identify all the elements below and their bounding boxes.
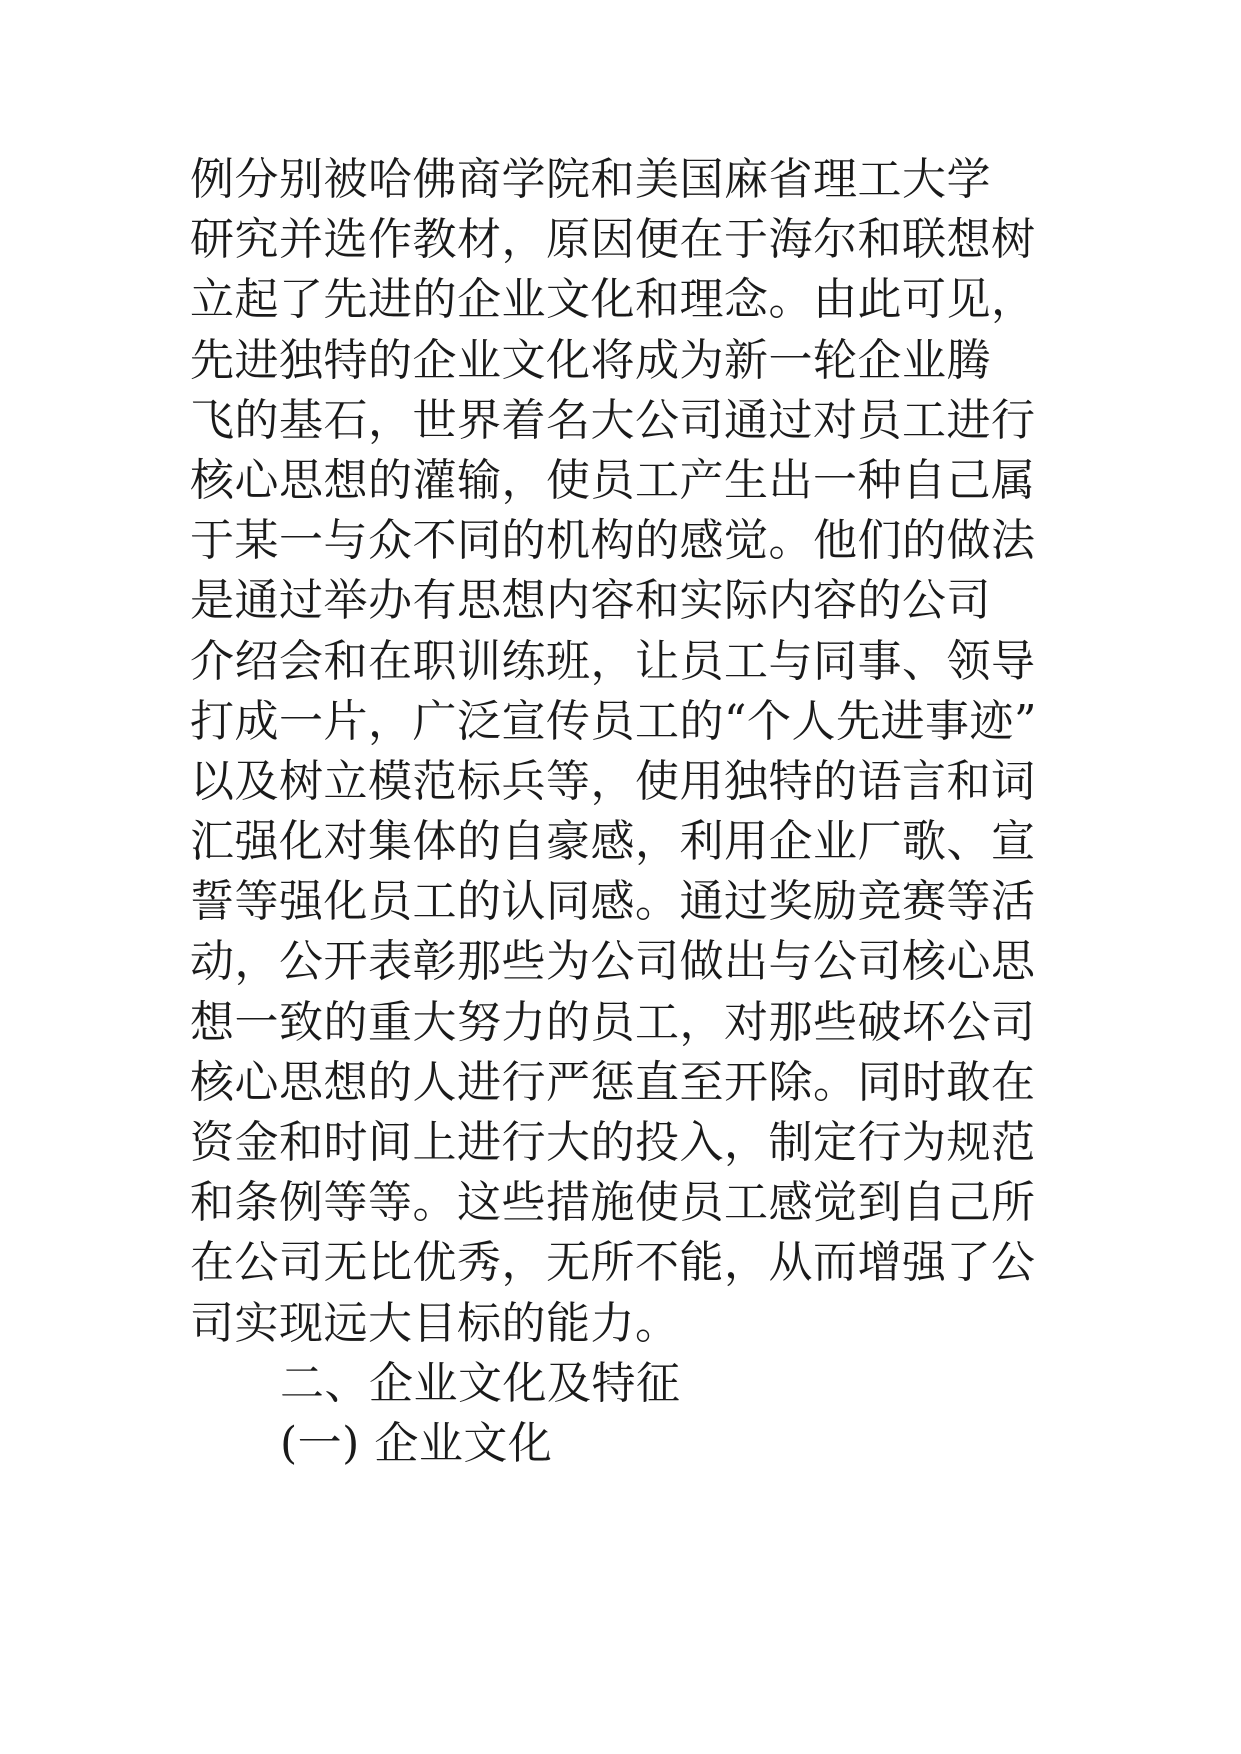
paragraph-line: 于某一与众不同的机构的感觉。他们的做法	[190, 515, 1036, 567]
paragraph-line: 想一致的重大努力的员工，对那些破坏公司	[190, 996, 1036, 1048]
paragraph-line: 立起了先进的企业文化和理念。由此可见，	[190, 274, 1036, 326]
paragraph-line: 介绍会和在职训练班，让员工与同事、领导	[190, 635, 1036, 687]
paragraph-line: 例分别被哈佛商学院和美国麻省理工大学	[190, 154, 991, 205]
document-body	[190, 150, 1070, 1474]
paragraph-line: 誓等强化员工的认同感。通过奖励竞赛等活	[190, 876, 1036, 928]
paragraph-line: 核心思想的灌输，使员工产生出一种自己属	[190, 454, 1036, 506]
paragraph-line: 在公司无比优秀，无所不能，从而增强了公	[190, 1237, 1036, 1289]
section-heading: 二、企业文化及特征	[280, 1357, 681, 1409]
paragraph-line: 是通过举办有思想内容和实际内容的公司	[190, 575, 991, 627]
paragraph-line: 司实现远大目标的能力。	[190, 1297, 680, 1349]
paragraph-line: 资金和时间上进行大的投入，制定行为规范	[190, 1117, 1036, 1168]
paragraph-line: 动，公开表彰那些为公司做出与公司核心思	[190, 936, 1036, 988]
paragraph-line: 先进独特的企业文化将成为新一轮企业腾	[190, 334, 991, 386]
paragraph-line: 打成一片，广泛宣传员工的“个人先进事迹”	[190, 695, 1037, 747]
paragraph-line: 和条例等等。这些措施使员工感觉到自己所	[190, 1177, 1036, 1229]
subsection-heading: (一) 企业文化	[280, 1417, 553, 1469]
paragraph-line: 核心思想的人进行严惩直至开除。同时敢在	[190, 1056, 1036, 1108]
paragraph-line: 汇强化对集体的自豪感，利用企业厂歌、宣	[190, 816, 1036, 868]
paragraph-line: 以及树立模范标兵等，使用独特的语言和词	[190, 755, 1036, 807]
paragraph-line: 研究并选作教材，原因便在于海尔和联想树	[190, 214, 1036, 266]
paragraph-line: 飞的基石，世界着名大公司通过对员工进行	[190, 394, 1036, 446]
